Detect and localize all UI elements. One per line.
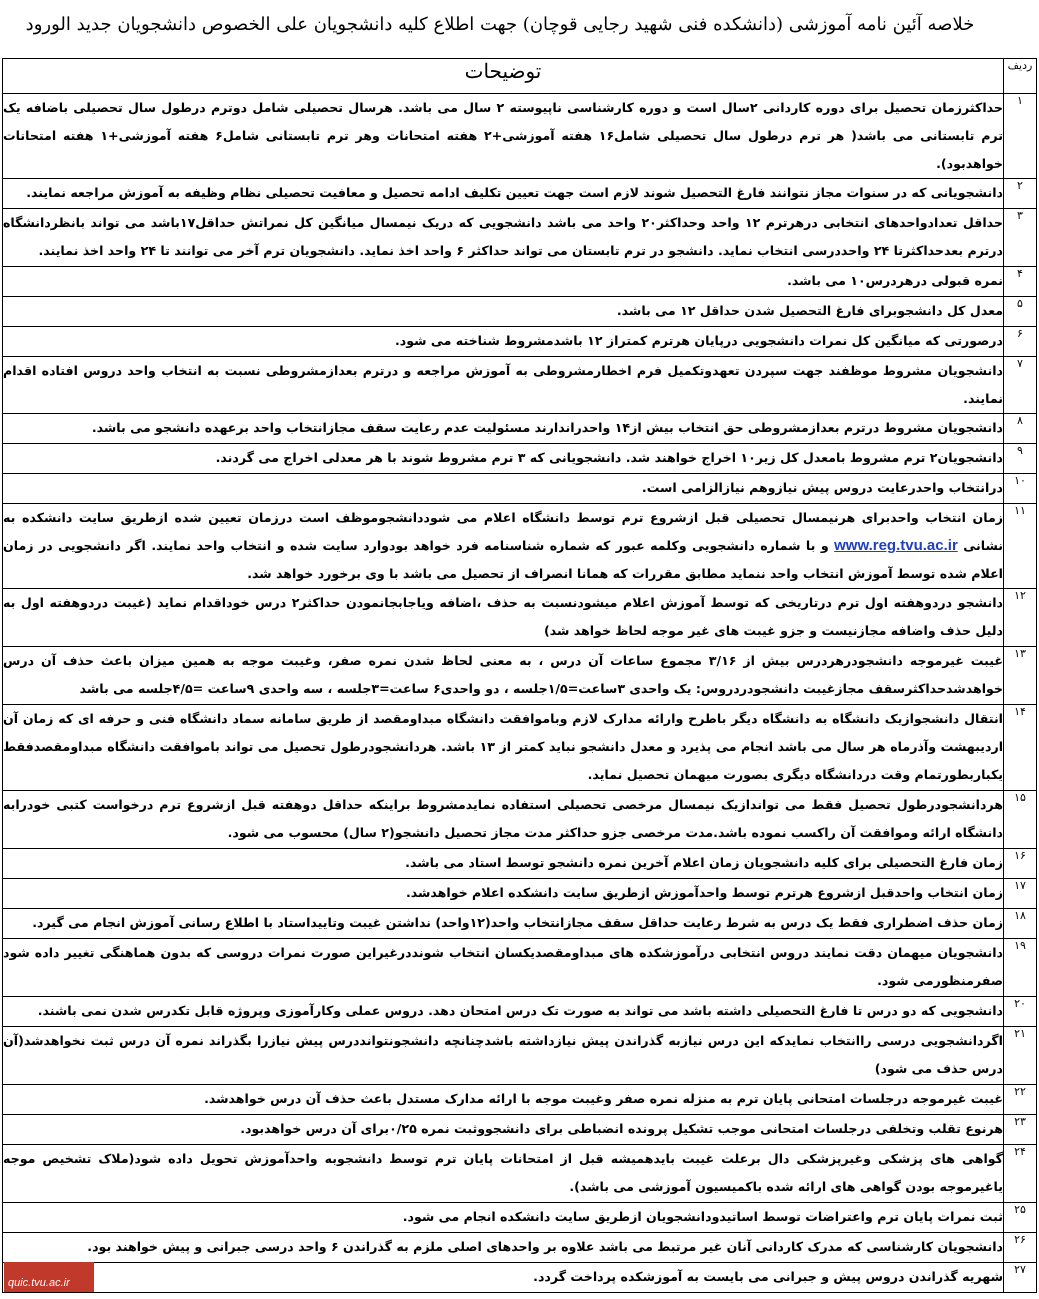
page-title: خلاصه آئین نامه آموزشی (دانشکده فنی شهید رجایی قوچان) جهت اطلاع کلیه دانشجویان علی الخصوص دانشجویان جدید الورود (25, 14, 975, 35)
row-number: ۱۴ (1004, 705, 1037, 791)
row-number: ۲۵ (1004, 1203, 1037, 1233)
row-description: غیبت غیرموجه دانشجودرهردرس بیش از ۳/۱۶ مجموع ساعات آن درس ، به معنی لحاظ شدن نمره صفر، وغیبت موجه به همین میزان باعث حذف آن درس خواهدشدحداکثرسقف مجازغیبت دانشجودردروس: یک واحدی ۳ساعت=۱/۵جلسه ، دو واحدی۶ ساعت=۳جلسه ، سه واحدی ۹ساعت =۴/۵جلسه می باشد (3, 647, 1004, 705)
table-row (3, 997, 1037, 1027)
table-row (3, 1115, 1037, 1145)
row-description: دانشجویانی که در سنوات مجاز نتوانند فارغ التحصیل شوند لازم است جهت تعیین تکلیف ادامه تحصیل و معافیت تحصیلی نظام وظیفه به آموزش مراجعه نمایند. (3, 179, 1004, 209)
row-description: دانشجویان۲ ترم مشروط بامعدل کل زیر۱۰ اخراج خواهند شد. دانشجویانی که ۳ ترم مشروط شوند با هر معدلی اخراج می گردند. (3, 444, 1004, 474)
row-description: دانشجویان میهمان دقت نمایند دروس انتخابی درآموزشکده های مبداومقصدیکسان انتخاب شونددرغیراین صورت نمرات دروسی که بدون هماهنگی تغییر داده شود صفرمنظورمی شود. (3, 939, 1004, 997)
table-row (3, 327, 1037, 357)
row-description: درصورتی که میانگین کل نمرات دانشجویی درپایان هرترم کمتراز ۱۲ باشدمشروط شناخته می شود. (3, 327, 1004, 357)
row-number: ۱۰ (1004, 474, 1037, 504)
row-description: شهریه گذراندن دروس پیش و جبرانی می بایست به آموزشکده پرداخت گردد. (3, 1263, 1004, 1293)
row-number: ۸ (1004, 414, 1037, 444)
row-description: غیبت غیرموجه درجلسات امتحانی پایان ترم به منزله نمره صفر وغیبت موجه با ارائه مدارک مستدل باعث حذف آن درس خواهدشد. (3, 1085, 1004, 1115)
table-row (3, 909, 1037, 939)
table-row (3, 414, 1037, 444)
row-description: انتقال دانشجوازیک دانشگاه به دانشگاه دیگر باطرح وارائه مدارک لازم وباموافقت دانشگاه مبداومقصد از طریق سامانه سماد دانشگاه فنی و حرفه ای که زمان آن اردیبهشت وآذرماه هر سال می باشد انجام می پذیرد و معدل دانشجو نباید کمتر از ۱۳ باشد. هردانشجودرطول تحصیل می تواند باموافقت دانشگاه مبداومقصدفقط یکباربطورتمام وقت دردانشگاه دیگری بصورت میهمان تحصیل نماید. (3, 705, 1004, 791)
registration-link[interactable]: www.reg.tvu.ac.ir (834, 537, 958, 554)
table-row (3, 357, 1037, 414)
row-description: زمان انتخاب واحدقبل ازشروع هرترم توسط واحدآموزش ازطریق سایت دانشکده اعلام خواهدشد. (3, 879, 1004, 909)
row-number: ۲۲ (1004, 1085, 1037, 1115)
row-number: ۲۷ (1004, 1263, 1037, 1293)
row-number: ۱۶ (1004, 849, 1037, 879)
table-row (3, 94, 1037, 179)
table-row (3, 297, 1037, 327)
table-row (3, 474, 1037, 504)
row-number: ۱۲ (1004, 589, 1037, 647)
row-number: ۴ (1004, 267, 1037, 297)
row-number: ۱۸ (1004, 909, 1037, 939)
table-row (3, 791, 1037, 849)
table-row (3, 1263, 1037, 1293)
table-row (3, 939, 1037, 997)
table-row (3, 1203, 1037, 1233)
row-description: هرنوع تقلب وتخلفی درجلسات امتحانی موجب تشکیل پرونده انضباطی برای دانشجووثبت نمره ۰/۲۵برای آن درس خواهدبود. (3, 1115, 1004, 1145)
header-description: توضیحات (3, 59, 1004, 94)
row-description: دانشجویان مشروط درترم بعدازمشروطی حق انتخاب بیش از۱۴ واحدراندارند مسئولیت عدم رعایت سقف مجازانتخاب واحد برعهده دانشجو می باشد. (3, 414, 1004, 444)
row-description: معدل کل دانشجوبرای فارغ التحصیل شدن حداقل ۱۲ می باشد. (3, 297, 1004, 327)
row-description: اگردانشجویی درسی راانتخاب نمایدکه این درس نیازبه گذراندن پیش نیازداشته باشدچنانچه دانشجونتوانددرس پیش نیازرا بگذراند نمره آن درس ثبت نخواهدشد(آن درس حذف می شود) (3, 1027, 1004, 1085)
row-text-part: زمان انتخاب واحدبرای هرنیمسال تحصیلی قبل ازشروع ترم توسط دانشگاه اعلام می شوددانشجوموظف است درزمان تعیین شده ازطریق سایت دانشکده به نشانی (3, 510, 1004, 553)
row-description: حداقل تعدادواحدهای انتخابی درهرترم ۱۲ واحد وحداکثر۲۰ واحد می باشد دانشجویی که دریک نیمسال میانگین کل نمراتش حداقل۱۷باشد می تواند بانظردانشگاه درترم بعدحداکثرتا ۲۴ واحددرسی انتخاب نماید. دانشجو در ترم تابستان می تواند حداکثر ۶ واحد اخذ نماید. دانشجویان ترم آخر می توانند تا ۲۴ واحد اخذ نمایند. (3, 209, 1004, 267)
row-description: حداکثرزمان تحصیل برای دوره کاردانی ۲سال است و دوره کارشناسی ناپیوسته ۲ سال می باشد. هرسال تحصیلی شامل دوترم درطول سال تحصیلی باضافه یک ترم تابستانی می باشد( هر ترم درطول سال تحصیلی شامل۱۶ هفته آموزشی+۲ هفته امتحانات وهر ترم تابستانی شامل۶ هفته آموزشی+۱ هفته امتحانات خواهدبود). (3, 94, 1004, 179)
row-number: ۱۵ (1004, 791, 1037, 849)
row-description: زمان حذف اضطراری فقط یک درس به شرط رعایت حداقل سقف مجازانتخاب واحد(۱۲واحد) نداشتن غیبت وتاییداستاد با اطلاع رسانی آموزش انجام می گیرد. (3, 909, 1004, 939)
row-number: ۲۱ (1004, 1027, 1037, 1085)
row-description (3, 504, 1004, 589)
row-description: درانتخاب واحدرعایت دروس پیش نیازوهم نیازالزامی است. (3, 474, 1004, 504)
table-row (3, 444, 1037, 474)
row-text-part: و با شماره دانشجویی وکلمه عبور که شماره شناسنامه فرد خواهد بودوارد سایت شده و انتخاب واحد نمایند. اگر دانشجویی در زمان اعلام شده توسط آموزش انتخاب واحد ننماید مطابق مقررات که همانا انصراف از تحصیل می باشد با وی برخورد خواهد شد. (3, 538, 1003, 581)
table-row (3, 504, 1037, 589)
table-row (3, 267, 1037, 297)
row-number: ۹ (1004, 444, 1037, 474)
table-row (3, 209, 1037, 267)
row-number: ۲۶ (1004, 1233, 1037, 1263)
row-description: گواهی های پزشکی وغیرپزشکی دال برعلت غیبت بایدهمیشه قبل از امتحانات پایان ترم توسط دانشجوبه واحدآموزش تحویل داده شود(ملاک تشخیص موجه یاغیرموجه بودن گواهی های ارائه شده باکمیسیون آموزشی می باشد). (3, 1145, 1004, 1203)
row-number: ۵ (1004, 297, 1037, 327)
table-row (3, 849, 1037, 879)
row-number: ۱۹ (1004, 939, 1037, 997)
row-number: ۲۴ (1004, 1145, 1037, 1203)
row-number: ۲۰ (1004, 997, 1037, 1027)
row-number: ۷ (1004, 357, 1037, 414)
rules-table (2, 58, 1037, 1293)
table-row (3, 879, 1037, 909)
table-row (3, 1085, 1037, 1115)
row-number: ۲۳ (1004, 1115, 1037, 1145)
row-number: ۲ (1004, 179, 1037, 209)
rules-body (3, 94, 1037, 1293)
row-number: ۳ (1004, 209, 1037, 267)
table-row (3, 705, 1037, 791)
row-description: دانشجویان کارشناسی که مدرک کاردانی آنان غیر مرتبط می باشد علاوه بر واحدهای اصلی ملزم به گذراندن ۶ واحد درسی جبرانی و پیش خواهند بود. (3, 1233, 1004, 1263)
row-number: ۶ (1004, 327, 1037, 357)
row-description: دانشجویی که دو درس تا فارغ التحصیلی داشته باشد می تواند به صورت تک درس امتحان دهد. دروس عملی وکارآموزی وپروژه قابل تکدرس شدن نمی باشند. (3, 997, 1004, 1027)
watermark: quic.tvu.ac.ir (4, 1262, 94, 1292)
table-row (3, 1027, 1037, 1085)
table-header-row (3, 59, 1037, 94)
row-description: نمره قبولی درهردرس۱۰ می باشد. (3, 267, 1004, 297)
row-number: ۱۷ (1004, 879, 1037, 909)
table-row (3, 589, 1037, 647)
table-row (3, 1145, 1037, 1203)
row-description: دانشجویان مشروط موظفند جهت سپردن تعهدوتکمیل فرم اخطارمشروطی به آموزش مراجعه و درترم بعدازمشروطی نسبت به انتخاب واحد دروس افتاده اقدام نمایند. (3, 357, 1004, 414)
table-row (3, 647, 1037, 705)
table-row (3, 1233, 1037, 1263)
row-description: هردانشجودرطول تحصیل فقط می تواندازیک نیمسال مرخصی تحصیلی استفاده نمایدمشروط براینکه حداقل دوهفته قبل ازشروع ترم درخواست کتبی خودرابه دانشگاه ارائه وموافقت آن راکسب نموده باشد.مدت مرخصی جزو حداکثر مدت مجاز تحصیل دانشجو(۲ سال) محسوب می شود. (3, 791, 1004, 849)
row-description: دانشجو دردوهفته اول ترم درتاریخی که توسط آموزش اعلام میشودنسبت به حذف ،اضافه ویاجابجانمودن حداکثر۲ درس خوداقدام نماید (غیبت دردوهفته اول به دلیل حذف واضافه مجازنیست و جزو غیبت های غیر موجه لحاظ خواهد شد) (3, 589, 1004, 647)
row-number: ۱ (1004, 94, 1037, 179)
table-row (3, 179, 1037, 209)
row-description: ثبت نمرات پایان ترم واعتراضات توسط اساتیدودانشجویان ازطریق سایت دانشکده انجام می شود. (3, 1203, 1004, 1233)
header-row-number: ردیف (1004, 59, 1037, 94)
row-description: زمان فارغ التحصیلی برای کلیه دانشجویان زمان اعلام آخرین نمره دانشجو توسط استاد می باشد. (3, 849, 1004, 879)
row-number: ۱۱ (1004, 504, 1037, 589)
row-number: ۱۳ (1004, 647, 1037, 705)
